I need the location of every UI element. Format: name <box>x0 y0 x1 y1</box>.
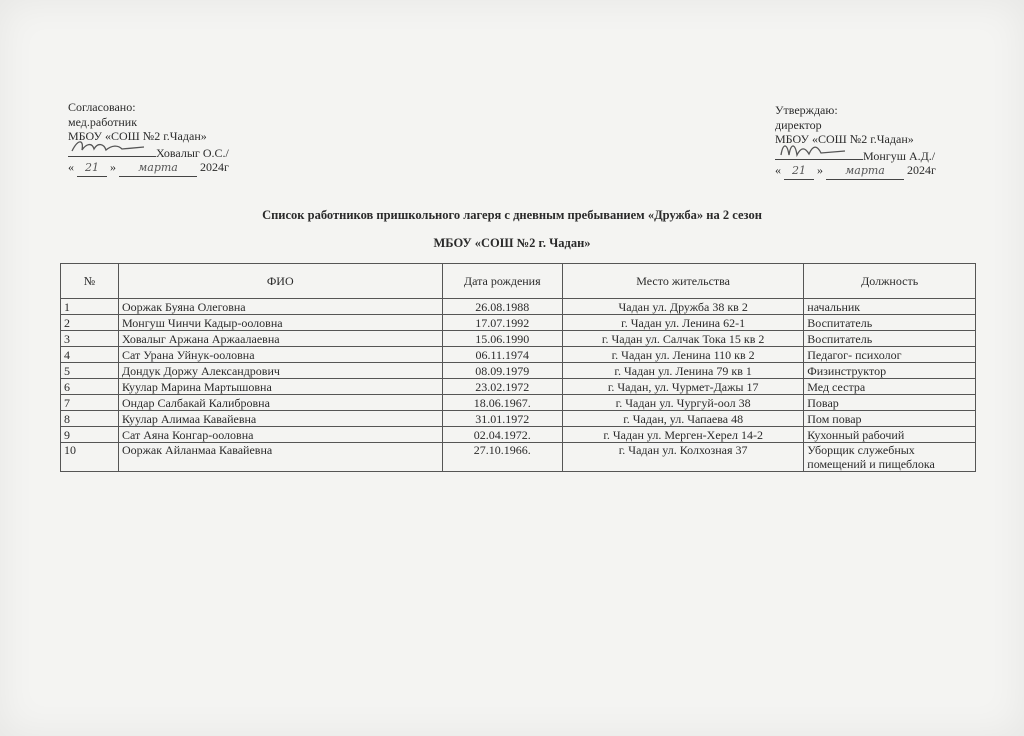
cell-birthdate: 17.07.1992 <box>442 315 562 331</box>
cell-birthdate: 18.06.1967. <box>442 395 562 411</box>
approval-left-position: мед.работник <box>68 114 138 129</box>
cell-birthdate: 15.06.1990 <box>442 331 562 347</box>
date-year: 2024г <box>907 163 936 177</box>
cell-number: 5 <box>61 363 119 379</box>
cell-fio: Ховалыг Аржана Аржаалаевна <box>118 331 442 347</box>
table-row <box>61 363 976 379</box>
approval-right-organization: МБОУ «СОШ №2 г.Чадан» <box>775 132 914 146</box>
date-close-quote: » <box>110 160 116 174</box>
cell-address: г. Чадан, ул. Чурмет-Дажы 17 <box>563 379 804 395</box>
cell-number: 2 <box>61 315 119 331</box>
approval-right-heading: Утверждаю: <box>775 103 838 117</box>
column-header-position: Должность <box>804 264 976 299</box>
approval-left-date <box>68 160 328 177</box>
cell-position: начальник <box>804 299 976 315</box>
cell-birthdate: 06.11.1974 <box>442 347 562 363</box>
approval-right-date <box>775 163 995 180</box>
document-title: Список работников пришкольного лагеря с дневным пребыванием «Дружба» на 2 сезон <box>262 208 762 222</box>
date-year: 2024г <box>200 160 229 174</box>
cell-fio: Ооржак Айланмаа Кавайевна <box>118 443 442 472</box>
approval-right-signer: Монгуш А.Д./ <box>863 148 936 163</box>
cell-position: Кухонный рабочий <box>804 427 976 443</box>
approval-right-signature-line <box>775 147 995 164</box>
cell-number: 3 <box>61 331 119 347</box>
date-close-quote: » <box>817 163 823 177</box>
cell-position: Воспитатель <box>804 315 976 331</box>
table-row <box>61 315 976 331</box>
handwritten-signature <box>68 136 148 158</box>
column-header-address: Место жительства <box>563 264 804 299</box>
approval-right-block <box>775 103 995 180</box>
cell-address: г. Чадан ул. Мерген-Херел 14-2 <box>563 427 804 443</box>
cell-number: 4 <box>61 347 119 363</box>
cell-address: г. Чадан ул. Салчак Тока 15 кв 2 <box>563 331 804 347</box>
approval-left-signer: Ховалыг О.С./ <box>156 145 229 160</box>
table-row <box>61 331 976 347</box>
approval-right-position: директор <box>775 117 822 132</box>
date-month: марта <box>119 161 197 177</box>
cell-address: г. Чадан, ул. Чапаева 48 <box>563 411 804 427</box>
cell-fio: Ондар Салбакай Калибровна <box>118 395 442 411</box>
cell-number: 6 <box>61 379 119 395</box>
cell-birthdate: 26.08.1988 <box>442 299 562 315</box>
cell-position: Пом повар <box>804 411 976 427</box>
cell-position: Воспитатель <box>804 331 976 347</box>
cell-fio: Сат Аяна Конгар-ооловна <box>118 427 442 443</box>
signature-field <box>775 147 863 160</box>
organization-name: МБОУ «СОШ №2 г. Чадан» <box>433 236 591 250</box>
cell-position: Физинструктор <box>804 363 976 379</box>
column-header-fio: ФИО <box>118 264 442 299</box>
cell-position: Повар <box>804 395 976 411</box>
date-open-quote: « <box>775 163 781 177</box>
cell-birthdate: 31.01.1972 <box>442 411 562 427</box>
table-row <box>61 427 976 443</box>
date-day: 21 <box>77 161 107 177</box>
cell-number: 8 <box>61 411 119 427</box>
cell-birthdate: 02.04.1972. <box>442 427 562 443</box>
cell-position: Уборщик служебных помещений и пищеблока <box>804 443 976 472</box>
table-row <box>61 379 976 395</box>
cell-address: г. Чадан ул. Чургуй-оол 38 <box>563 395 804 411</box>
approval-left-signature-line <box>68 144 328 161</box>
cell-address: г. Чадан ул. Ленина 110 кв 2 <box>563 347 804 363</box>
cell-number: 9 <box>61 427 119 443</box>
cell-fio: Дондук Доржу Александрович <box>118 363 442 379</box>
cell-address: Чадан ул. Дружба 38 кв 2 <box>563 299 804 315</box>
cell-address: г. Чадан ул. Колхозная 37 <box>563 443 804 472</box>
date-open-quote: « <box>68 160 74 174</box>
column-header-number: № <box>61 264 119 299</box>
cell-fio: Куулар Марина Мартышовна <box>118 379 442 395</box>
cell-fio: Ооржак Буяна Олеговна <box>118 299 442 315</box>
approval-left-heading: Согласовано: <box>68 100 136 114</box>
cell-fio: Сат Урана Уйнук-ооловна <box>118 347 442 363</box>
cell-fio: Куулар Алимаа Кавайевна <box>118 411 442 427</box>
approval-left-organization: МБОУ «СОШ №2 г.Чадан» <box>68 129 207 143</box>
cell-fio: Монгуш Чинчи Кадыр-ооловна <box>118 315 442 331</box>
table-row <box>61 395 976 411</box>
cell-birthdate: 23.02.1972 <box>442 379 562 395</box>
date-month: марта <box>826 164 904 180</box>
column-header-birthdate: Дата рождения <box>442 264 562 299</box>
cell-position: Педагог- психолог <box>804 347 976 363</box>
table-row <box>61 347 976 363</box>
table-header-row <box>61 264 976 299</box>
cell-birthdate: 27.10.1966. <box>442 443 562 472</box>
table-row <box>61 299 976 315</box>
cell-number: 7 <box>61 395 119 411</box>
cell-birthdate: 08.09.1979 <box>442 363 562 379</box>
cell-position: Мед сестра <box>804 379 976 395</box>
cell-number: 10 <box>61 443 119 472</box>
approval-left-block <box>68 100 328 177</box>
cell-address: г. Чадан ул. Ленина 79 кв 1 <box>563 363 804 379</box>
signature-field <box>68 144 156 157</box>
cell-number: 1 <box>61 299 119 315</box>
date-day: 21 <box>784 164 814 180</box>
cell-address: г. Чадан ул. Ленина 62-1 <box>563 315 804 331</box>
handwritten-signature <box>775 139 855 161</box>
table-row <box>61 411 976 427</box>
staff-table <box>60 263 976 472</box>
table-row <box>61 443 976 472</box>
